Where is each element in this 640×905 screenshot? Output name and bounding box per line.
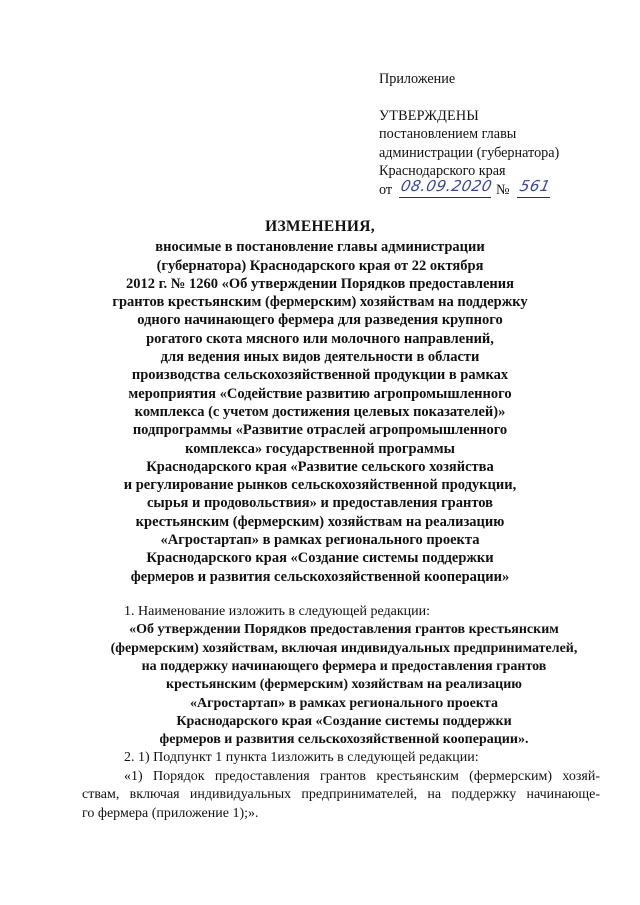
number-underline: [517, 197, 550, 198]
approval-line: Краснодарского края: [379, 163, 506, 180]
item-1-new-name: [82, 621, 600, 749]
title-line: производства сельскохозяйственной продукции в рамках: [131, 367, 509, 384]
handwritten-number: 561: [518, 176, 553, 195]
title-line: комплекса» государственной программы: [185, 440, 455, 457]
new-name-line: на поддержку начинающего фермера и предоставления грантов: [141, 659, 547, 674]
item-2-text-line: «1) Порядок предоставления грантов крестьянским (фермерским) хозяй-: [124, 768, 600, 784]
from-label: от: [379, 181, 393, 198]
title-line: фермеров и развития сельскохозяйственной кооперации»: [130, 568, 510, 585]
title-line: для ведения иных видов деятельности в области: [160, 349, 480, 366]
title-line: грантов крестьянским (фермерским) хозяйствам на поддержку: [112, 294, 528, 311]
title-line: подпрограммы «Развитие отраслей агропромышленного: [132, 422, 508, 439]
approval-line: постановлением главы: [379, 126, 517, 143]
document-title: [100, 218, 540, 586]
approval-line: администрации (губернатора): [379, 144, 560, 161]
title-line: сырья и продовольствия» и предоставления грантов: [147, 495, 493, 512]
title-line: 2012 г. № 1260 «Об утверждении Порядков предоставления: [125, 275, 514, 292]
appendix-label: Приложение: [379, 71, 456, 87]
title-line: рогатого скота мясного или молочного направлений,: [146, 330, 494, 347]
title-line: «Агростартап» в рамках регионального проекта: [160, 532, 480, 549]
new-name-line: «Об утверждении Порядков предоставления грантов крестьянским: [129, 622, 559, 638]
title-main: ИЗМЕНЕНИЯ,: [265, 218, 375, 235]
date-number-line: [379, 176, 619, 200]
new-name-line: (фермерским) хозяйствам, включая индивидуальных предпринимателей,: [110, 640, 578, 656]
new-name-line: Краснодарского края «Создание системы поддержки: [176, 713, 512, 729]
item-2-text-line: ствам, включая индивидуальных предпринимателей, на поддержку начинающе-: [82, 787, 600, 803]
item-2-heading: 2. 1) Подпункт 1 пункта 1изложить в следующей редакции:: [124, 750, 479, 766]
title-line: и регулирование рынков сельскохозяйственной продукции,: [123, 477, 517, 494]
item-2-text-line: го фермера (приложение 1);».: [82, 805, 259, 821]
new-name-line: «Агростартап» в рамках регионального проекта: [190, 695, 498, 711]
number-label: №: [496, 181, 510, 198]
date-underline: [399, 197, 491, 198]
title-line: Краснодарского края «Развитие сельского хозяйства: [146, 458, 494, 475]
new-name-line: фермеров и развития сельскохозяйственной кооперации».: [159, 732, 529, 748]
title-line: вносимые в постановление главы администрации: [155, 239, 485, 256]
title-line: мероприятия «Содействие развитию агропромышленного: [128, 385, 512, 402]
title-line: крестьянским (фермерским) хозяйствам на реализацию: [135, 513, 505, 530]
document-body: [82, 603, 600, 823]
title-line: комплекса (с учетом достижения целевых показателей)»: [134, 403, 506, 420]
handwritten-date: 08.09.2020: [399, 176, 494, 195]
title-line: одного начинающего фермера для разведения крупного: [137, 312, 503, 329]
approval-block: [379, 70, 619, 200]
title-line: (губернатора) Краснодарского края от 22 октября: [156, 257, 484, 274]
item-1-heading: 1. Наименование изложить в следующей редакции:: [124, 604, 430, 619]
title-line: Краснодарского края «Создание системы поддержки: [146, 550, 494, 567]
new-name-line: крестьянским (фермерским) хозяйствам на реализацию: [166, 677, 522, 693]
approved-label: УТВЕРЖДЕНЫ: [379, 107, 479, 124]
